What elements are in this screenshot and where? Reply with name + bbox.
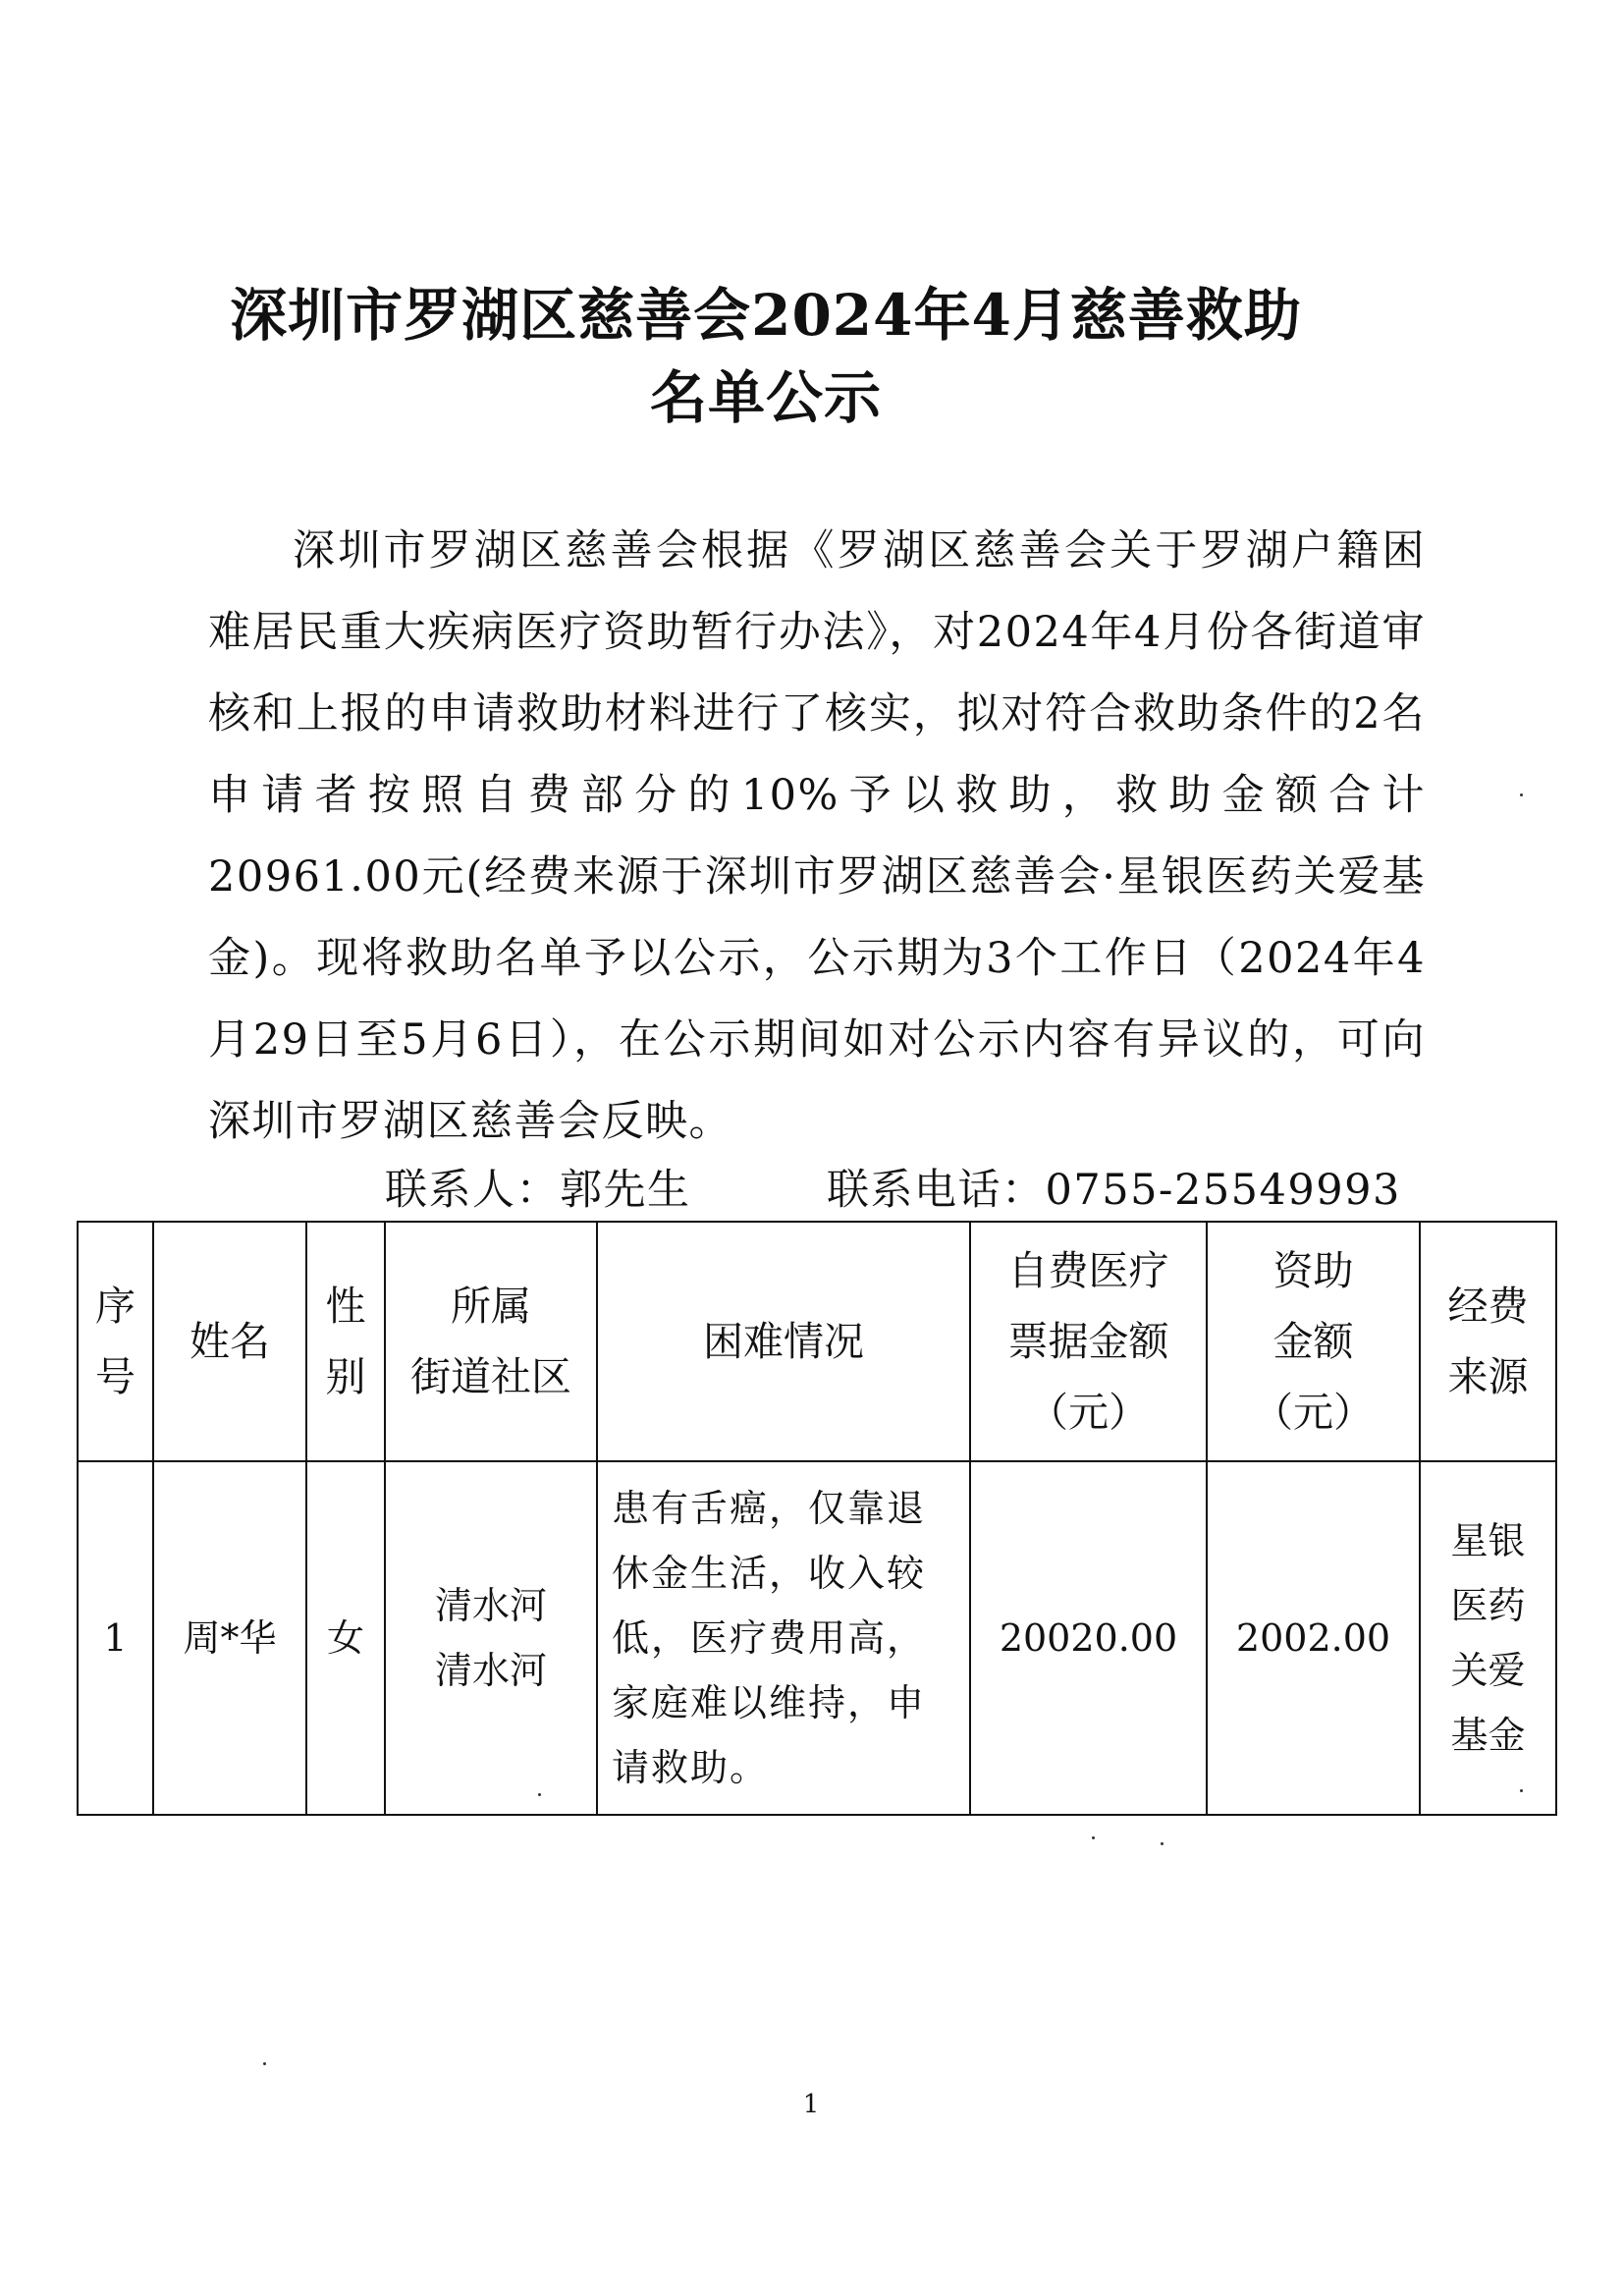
header-difficulty xyxy=(597,1222,970,1461)
header-name xyxy=(153,1222,306,1461)
header-aid-line: （元） xyxy=(1253,1389,1374,1436)
cell-community-line: 清水河 xyxy=(434,1584,547,1627)
page-title: 深圳市罗湖区慈善会2024年4月慈善救助 xyxy=(230,282,1302,349)
page-number: 1 xyxy=(802,2090,820,2119)
header-community-line: 所属 xyxy=(451,1283,531,1330)
header-difficulty-text: 困难情况 xyxy=(703,1318,864,1365)
scan-speck xyxy=(538,1793,541,1796)
cell-difficulty: 患有舌癌，仅靠退休金生活，收入较低，医疗费用高，家庭难以维持，申请救助。 xyxy=(597,1461,970,1815)
body-paragraph: 深圳市罗湖区慈善会根据《罗湖区慈善会关于罗湖户籍困难居民重大疾病医疗资助暂行办法》，对2024年4月份各街道审核和上报的申请救助材料进行了核实，拟对符合救助条件的2名申请者按照自费部分的10%予以救助，救助金额合计20961.00元(经费来源于深圳市罗湖区慈善会·星银医药关爱基金)。现将救助名单予以公示，公示期为3个工作日（2024年4月29日至5月6日），在公示期间如对公示内容有异议的，可向深圳市罗湖区慈善会反映。 xyxy=(208,526,1426,1146)
header-self-paid-line: 自费医疗 xyxy=(1007,1247,1169,1294)
cell-self-paid: 20020.00 xyxy=(970,1461,1207,1815)
header-fund-line: 来源 xyxy=(1447,1353,1529,1400)
cell-seq: 1 xyxy=(78,1461,153,1815)
cell-fund-line: 关爱 xyxy=(1450,1649,1526,1692)
header-seq xyxy=(78,1222,153,1461)
contact-person: 联系人：郭先生 xyxy=(385,1166,691,1215)
header-gender-line: 别 xyxy=(325,1353,366,1400)
table-row xyxy=(78,1461,1556,1815)
header-community-line: 街道社区 xyxy=(410,1353,571,1400)
cell-name: 周*华 xyxy=(153,1461,306,1815)
header-self-paid-line: （元） xyxy=(1028,1389,1149,1436)
header-aid-line: 资助 xyxy=(1272,1247,1354,1294)
contact-phone: 联系电话：0755-25549993 xyxy=(827,1166,1401,1215)
aid-list-table xyxy=(77,1221,1557,1816)
header-community xyxy=(385,1222,597,1461)
cell-gender: 女 xyxy=(306,1461,385,1815)
header-fund xyxy=(1420,1222,1556,1461)
table-header-row xyxy=(78,1222,1556,1461)
header-aid xyxy=(1207,1222,1420,1461)
scan-speck xyxy=(263,2062,266,2065)
cell-community xyxy=(385,1461,597,1815)
scan-speck xyxy=(1520,793,1523,796)
header-self-paid-line: 票据金额 xyxy=(1007,1318,1169,1365)
header-self-paid xyxy=(970,1222,1207,1461)
cell-fund-line: 基金 xyxy=(1450,1714,1526,1757)
cell-fund-line: 星银 xyxy=(1450,1519,1526,1562)
header-aid-line: 金额 xyxy=(1272,1318,1354,1365)
scan-speck xyxy=(1161,1842,1164,1845)
cell-aid: 2002.00 xyxy=(1207,1461,1420,1815)
header-gender-line: 性 xyxy=(325,1283,366,1330)
cell-fund-line: 医药 xyxy=(1450,1584,1526,1627)
cell-community-line: 清水河 xyxy=(434,1649,547,1692)
scan-speck xyxy=(1520,1789,1523,1792)
page-title-line2: 名单公示 xyxy=(649,364,882,431)
scan-speck xyxy=(1092,1836,1095,1839)
header-gender xyxy=(306,1222,385,1461)
header-seq-line: 序 xyxy=(95,1283,135,1330)
cell-fund xyxy=(1420,1461,1556,1815)
header-seq-line: 号 xyxy=(95,1353,135,1400)
header-name-text: 姓名 xyxy=(189,1318,270,1365)
header-fund-line: 经费 xyxy=(1447,1283,1529,1330)
